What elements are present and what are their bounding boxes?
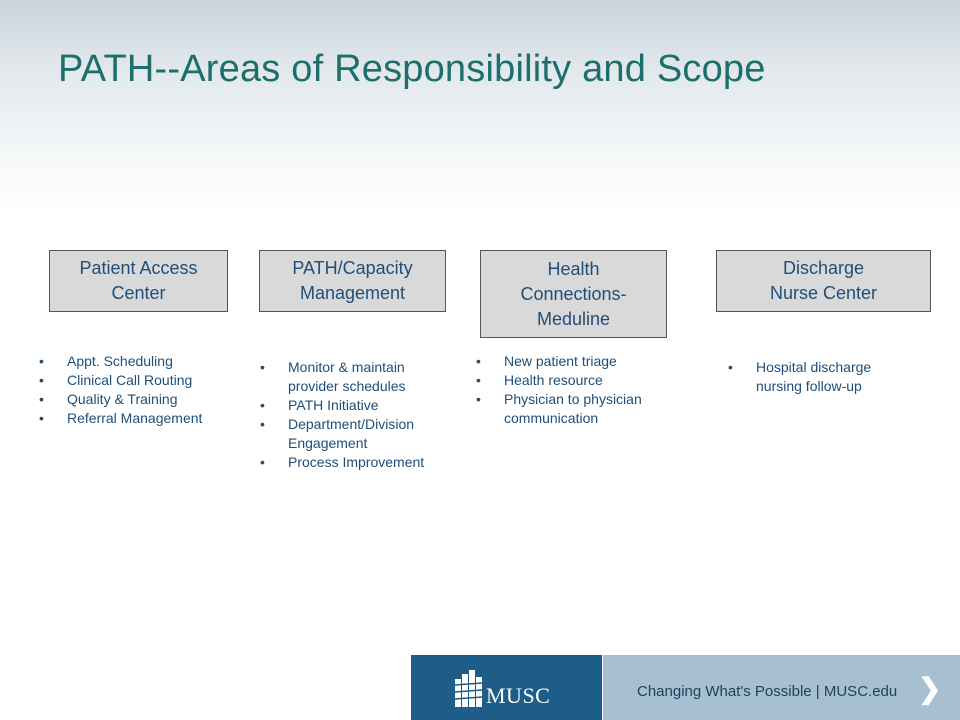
area-box-discharge-nurse (716, 250, 931, 312)
musc-logo-text: MUSC (486, 683, 551, 708)
list-item: • Quality & Training (36, 390, 236, 409)
list-item: • Department/Division Engagement (257, 415, 452, 453)
area-box-health-connections (480, 250, 667, 338)
chevron-right-icon[interactable]: ❯ (918, 673, 942, 704)
list-item: • Referral Management (36, 409, 236, 428)
footer-tagline: Changing What's Possible | MUSC.edu (637, 683, 898, 700)
list-item: • PATH Initiative (257, 396, 452, 415)
area-list-patient-access (36, 352, 236, 428)
list-item: • Physician to physician communication (473, 390, 673, 428)
area-title-line: Discharge (782, 258, 865, 278)
area-title-line: Nurse Center (769, 283, 878, 303)
area-list-health-connections (473, 352, 673, 428)
area-title-line: Connections- (520, 283, 627, 304)
area-title-line: Meduline (536, 308, 611, 329)
list-item: • Monitor & maintain provider schedules (257, 358, 452, 396)
area-list-path-capacity (257, 358, 452, 472)
musc-building-icon (451, 665, 491, 709)
area-box-path-capacity (259, 250, 446, 312)
area-box-patient-access (49, 250, 228, 312)
list-item: • New patient triage (473, 352, 673, 371)
area-title-line: Patient Access (79, 258, 198, 278)
area-title-line: PATH/Capacity (292, 258, 413, 278)
area-title-line: Health (547, 258, 600, 279)
list-item: • Hospital discharge nursing follow-up (725, 358, 895, 396)
area-list-discharge-nurse (725, 358, 895, 396)
list-item: • Process Improvement (257, 453, 452, 472)
page-title: PATH--Areas of Responsibility and Scope (58, 48, 766, 90)
list-item: • Appt. Scheduling (36, 352, 236, 371)
area-title-line: Management (299, 283, 406, 303)
area-title-line: Center (111, 283, 166, 303)
list-item: • Health resource (473, 371, 673, 390)
list-item: • Clinical Call Routing (36, 371, 236, 390)
